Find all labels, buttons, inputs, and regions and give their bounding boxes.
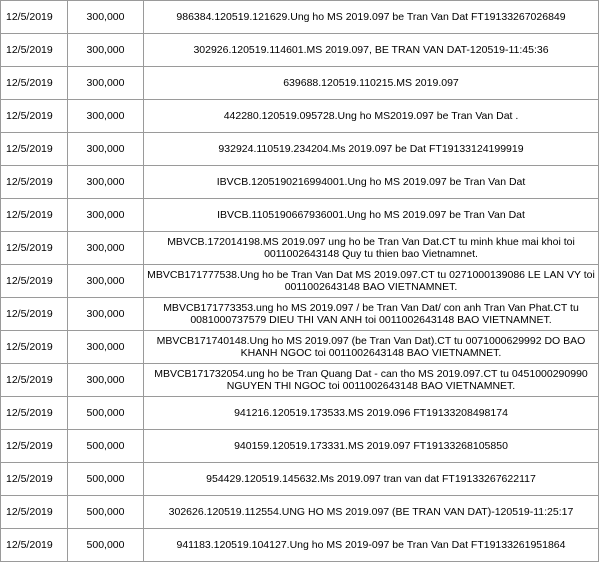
description-cell: IBVCB.1105190667936001.Ung ho MS 2019.097 be Tran Van Dat (144, 199, 599, 232)
date-cell: 12/5/2019 (1, 133, 68, 166)
date-cell: 12/5/2019 (1, 1, 68, 34)
description-cell: IBVCB.1205190216994001.Ung ho MS 2019.097 be Tran Van Dat (144, 166, 599, 199)
amount-cell: 500,000 (68, 496, 144, 529)
date-cell: 12/5/2019 (1, 496, 68, 529)
amount-cell: 300,000 (68, 331, 144, 364)
table-row (1, 265, 599, 298)
description-cell: 442280.120519.095728.Ung ho MS2019.097 be Tran Van Dat . (144, 100, 599, 133)
table-row (1, 1, 599, 34)
amount-cell: 300,000 (68, 67, 144, 100)
table-row (1, 100, 599, 133)
amount-cell: 300,000 (68, 100, 144, 133)
date-cell: 12/5/2019 (1, 430, 68, 463)
table-row (1, 232, 599, 265)
description-cell: MBVCB171740148.Ung ho MS 2019.097 (be Tran Van Dat).CT tu 0071000629992 DO BAO KHANH NGOC toi 0011002643148 BAO VIETNAMNET. (144, 331, 599, 364)
description-cell: 986384.120519.121629.Ung ho MS 2019.097 be Tran Van Dat FT19133267026849 (144, 1, 599, 34)
amount-cell: 300,000 (68, 166, 144, 199)
description-cell: 932924.110519.234204.Ms 2019.097 be Dat FT19133124199919 (144, 133, 599, 166)
date-cell: 12/5/2019 (1, 529, 68, 562)
date-cell: 12/5/2019 (1, 100, 68, 133)
table-row (1, 67, 599, 100)
date-cell: 12/5/2019 (1, 298, 68, 331)
table-row (1, 397, 599, 430)
amount-cell: 500,000 (68, 430, 144, 463)
table-row (1, 199, 599, 232)
description-cell: MBVCB171732054.ung ho be Tran Quang Dat - can tho MS 2019.097.CT tu 0451000290990 NGUYEN THI NGOC toi 0011002643148 BAO VIETNAMNET. (144, 364, 599, 397)
description-cell: 940159.120519.173331.MS 2019.097 FT19133268105850 (144, 430, 599, 463)
date-cell: 12/5/2019 (1, 67, 68, 100)
table-row (1, 529, 599, 562)
date-cell: 12/5/2019 (1, 397, 68, 430)
table-row (1, 430, 599, 463)
amount-cell: 300,000 (68, 232, 144, 265)
description-cell: 954429.120519.145632.Ms 2019.097 tran van dat FT19133267622117 (144, 463, 599, 496)
description-cell: 302626.120519.112554.UNG HO MS 2019.097 (BE TRAN VAN DAT)-120519-11:25:17 (144, 496, 599, 529)
date-cell: 12/5/2019 (1, 232, 68, 265)
amount-cell: 300,000 (68, 199, 144, 232)
date-cell: 12/5/2019 (1, 265, 68, 298)
description-cell: 941216.120519.173533.MS 2019.096 FT19133208498174 (144, 397, 599, 430)
table-row (1, 34, 599, 67)
date-cell: 12/5/2019 (1, 34, 68, 67)
amount-cell: 500,000 (68, 463, 144, 496)
amount-cell: 300,000 (68, 298, 144, 331)
table-row (1, 364, 599, 397)
description-cell: 302926.120519.114601.MS 2019.097, BE TRAN VAN DAT-120519-11:45:36 (144, 34, 599, 67)
table-row (1, 463, 599, 496)
date-cell: 12/5/2019 (1, 166, 68, 199)
description-cell: MBVCB171777538.Ung ho be Tran Van Dat MS 2019.097.CT tu 0271000139086 LE LAN VY toi 0011002643148 BAO VIETNAMNET. (144, 265, 599, 298)
amount-cell: 300,000 (68, 364, 144, 397)
amount-cell: 300,000 (68, 1, 144, 34)
amount-cell: 300,000 (68, 265, 144, 298)
amount-cell: 500,000 (68, 397, 144, 430)
description-cell: MBVCB.172014198.MS 2019.097 ung ho be Tran Van Dat.CT tu minh khue mai khoi toi 0011002643148 Quy tu thien bao Vietnamnet. (144, 232, 599, 265)
table-row (1, 298, 599, 331)
description-cell: 639688.120519.110215.MS 2019.097 (144, 67, 599, 100)
date-cell: 12/5/2019 (1, 364, 68, 397)
description-cell: MBVCB171773353.ung ho MS 2019.097 / be Tran Van Dat/ con anh Tran Van Phat.CT tu 0081000737579 DIEU THI VAN ANH toi 0011002643148 BAO VIETNAMNET. (144, 298, 599, 331)
table-row (1, 133, 599, 166)
amount-cell: 300,000 (68, 133, 144, 166)
description-cell: 941183.120519.104127.Ung ho MS 2019-097 be Tran Van Dat FT19133261951864 (144, 529, 599, 562)
table-row (1, 331, 599, 364)
amount-cell: 300,000 (68, 34, 144, 67)
table-row (1, 166, 599, 199)
date-cell: 12/5/2019 (1, 199, 68, 232)
table-row (1, 496, 599, 529)
date-cell: 12/5/2019 (1, 463, 68, 496)
date-cell: 12/5/2019 (1, 331, 68, 364)
table-body (1, 1, 599, 562)
amount-cell: 500,000 (68, 529, 144, 562)
